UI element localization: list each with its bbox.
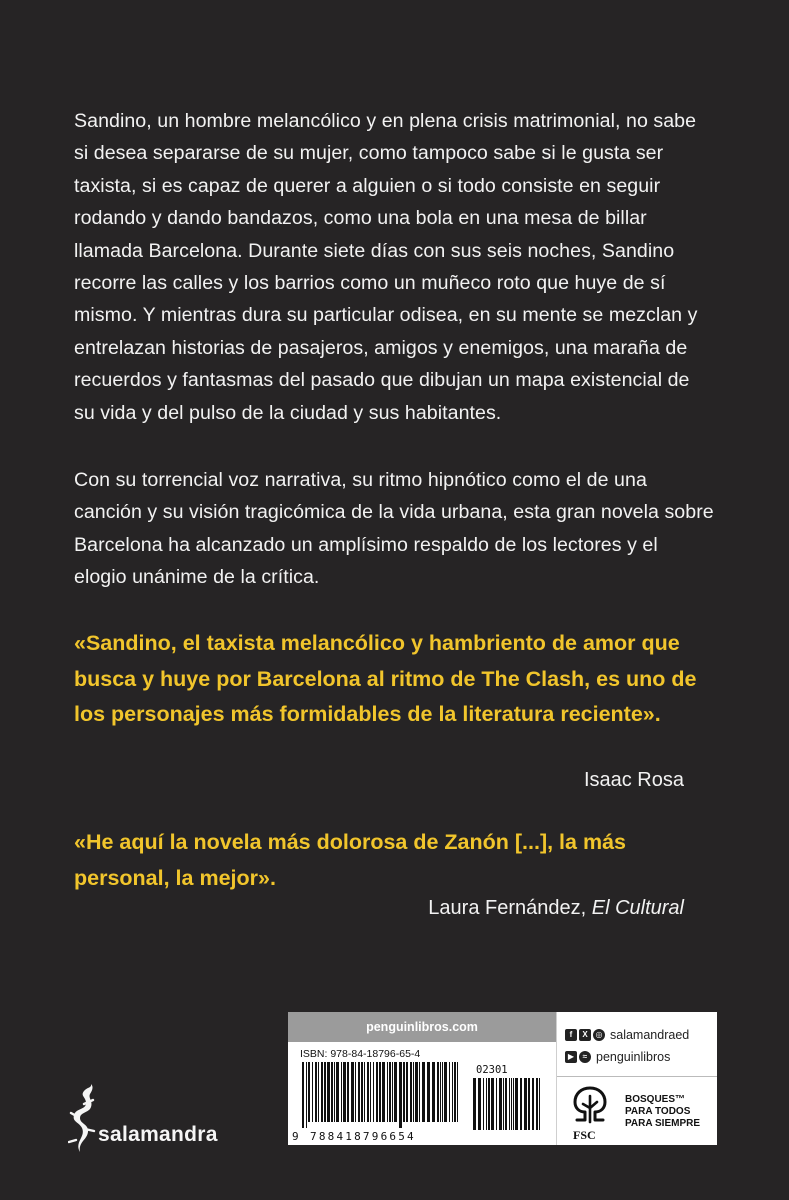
- barcode-bar: [528, 1078, 530, 1130]
- quote-author-2: [428, 894, 684, 922]
- barcode-bar: [327, 1062, 330, 1122]
- barcode-bar: [520, 1078, 522, 1130]
- barcode-bar: [315, 1062, 317, 1122]
- review-quote-1: «Sandino, el taxista melancólico y hambriento de amor que busca y huye por Barcelona al ritmo de The Clash, es uno de los personajes más formidables de la literatura reciente».: [74, 631, 697, 726]
- barcode-bar: [387, 1062, 388, 1122]
- barcode-bar: [457, 1062, 458, 1122]
- barcode-bar: [437, 1062, 439, 1122]
- barcode-bar: [370, 1062, 371, 1122]
- quote-author-1: Isaac Rosa: [583, 769, 684, 791]
- barcode-bar: [539, 1078, 540, 1130]
- social-row-1: [565, 1026, 689, 1044]
- barcode-bar: [361, 1062, 363, 1122]
- barcode-bar: [449, 1062, 450, 1122]
- barcode-bar: [318, 1062, 319, 1122]
- instagram-icon: ◎: [593, 1029, 605, 1041]
- barcode-bar: [454, 1062, 456, 1122]
- spotify-icon: ≈: [579, 1051, 591, 1063]
- salamander-icon: [68, 1082, 102, 1154]
- fsc-slogan: [625, 1094, 700, 1130]
- barcode-bar: [379, 1062, 381, 1122]
- barcode-bar: [306, 1062, 307, 1128]
- social-row-2: [565, 1048, 670, 1066]
- barcode-bar: [452, 1062, 453, 1122]
- barcode-bar: [302, 1062, 304, 1128]
- barcode-bar: [524, 1078, 527, 1130]
- barcode-bar: [486, 1078, 487, 1130]
- fsc-slogan-line-2: PARA TODOS: [625, 1106, 691, 1117]
- facebook-icon: f: [565, 1029, 577, 1041]
- barcode-bar: [532, 1078, 534, 1130]
- barcode-bar: [382, 1062, 385, 1122]
- barcode-bar: [419, 1062, 420, 1122]
- barcode-addon-bars: [473, 1078, 543, 1140]
- barcode-bar: [432, 1062, 435, 1122]
- barcode-bar: [364, 1062, 365, 1122]
- barcode-bar: [503, 1078, 504, 1130]
- barcode-addon-number: 02301: [476, 1064, 508, 1076]
- barcode-bar: [351, 1062, 354, 1122]
- barcode-bar: [308, 1062, 310, 1122]
- barcode-bar: [373, 1062, 374, 1122]
- barcode-bar: [321, 1062, 323, 1122]
- panel-divider: [557, 1076, 717, 1077]
- barcode-bar: [343, 1062, 346, 1122]
- barcode-bar: [444, 1062, 447, 1122]
- isbn-label: ISBN: 978-84-18796-65-4: [300, 1048, 421, 1060]
- social-fsc-panel: [556, 1012, 717, 1145]
- barcode-bar: [488, 1078, 490, 1130]
- barcode-bar: [341, 1062, 342, 1122]
- barcode-bars: [302, 1062, 462, 1128]
- fsc-label: FSC: [573, 1128, 596, 1142]
- barcode-bar: [483, 1078, 484, 1130]
- barcode-bar: [334, 1062, 335, 1122]
- fsc-slogan-line-3: PARA SIEMPRE: [625, 1118, 701, 1129]
- barcode-bar: [403, 1062, 405, 1122]
- barcode-bar: [505, 1078, 507, 1130]
- publisher-logo: [68, 1082, 238, 1152]
- barcode-bar: [499, 1078, 502, 1130]
- barcode-bar: [442, 1062, 443, 1122]
- youtube-icon: ▶: [565, 1051, 577, 1063]
- barcode-bar: [394, 1062, 397, 1122]
- barcode-bar: [491, 1078, 494, 1130]
- barcode-bar: [367, 1062, 369, 1122]
- synopsis-paragraph-2: Con su torrencial voz narrativa, su ritmo hipnótico como el de una canción y su visión tragicómica de la vida urbana, esta gran novela sobre Barcelona ha alcanzado un amplísimo respaldo de los lectores y el elogio unánime de la crítica.: [74, 469, 714, 589]
- quote-author-2-name: Laura Fernández,: [428, 897, 592, 919]
- barcode-bar: [413, 1062, 414, 1122]
- barcode-bar: [392, 1062, 393, 1122]
- fsc-slogan-line-1: BOSQUES™: [625, 1094, 686, 1105]
- barcode-bar: [358, 1062, 360, 1122]
- barcode-bar: [355, 1062, 356, 1122]
- barcode-bar: [422, 1062, 425, 1122]
- barcode-bar: [312, 1062, 313, 1122]
- barcode-bar: [376, 1062, 378, 1122]
- barcode-bar: [410, 1062, 412, 1122]
- quote-source-2: El Cultural: [591, 897, 684, 919]
- fsc-tree-icon: [569, 1084, 611, 1128]
- barcode-bar: [324, 1062, 326, 1122]
- barcode-bar: [509, 1078, 510, 1130]
- barcode-bar: [515, 1078, 518, 1130]
- synopsis-paragraph-1: Sandino, un hombre melancólico y en plena crisis matrimonial, no sabe si desea separarse de su mujer, como tampoco sabe si le gusta ser taxista, si es capaz de querer a alguien o si todo consiste en seguir rodando y dando bandazos, como una bola en una mesa de billar llamada Barcelona. Durante siete días con sus seis noches, Sandino recorre las calles y los barrios como un muñeco roto que huye de sí mismo. Y mientras dura su particular odisea, en su mente se mezclan y entrelazan historias de pasajeros, amigos y enemigos, una maraña de recuerdos y fantasmas del pasado que dibujan un mapa existencial de su vida y del pulso de la ciudad y sus habitantes.: [74, 110, 698, 424]
- review-quote-2: «He aquí la novela más dolorosa de Zanón [...], la más personal, la mejor».: [74, 830, 626, 890]
- barcode-bar: [389, 1062, 391, 1122]
- barcode-first-digit: 9: [292, 1130, 299, 1143]
- barcode-bar: [427, 1062, 430, 1122]
- social-handle-1: salamandraed: [610, 1028, 690, 1042]
- barcode-bar: [511, 1078, 512, 1130]
- barcode-bar: [331, 1062, 333, 1122]
- barcode-bar: [496, 1078, 497, 1130]
- barcode-bar: [440, 1062, 441, 1122]
- barcode-bar: [399, 1062, 402, 1128]
- barcode-bar: [513, 1078, 514, 1130]
- publisher-name: salamandra: [98, 1123, 218, 1146]
- barcode-bar: [336, 1062, 339, 1122]
- barcode-bar: [536, 1078, 538, 1130]
- barcode-bar: [406, 1062, 408, 1122]
- website-label: penguinlibros.com: [288, 1012, 556, 1042]
- barcode-panel: [288, 1012, 556, 1145]
- barcode-bar: [347, 1062, 349, 1122]
- social-handle-2: penguinlibros: [596, 1050, 671, 1064]
- x-icon: X: [579, 1029, 591, 1041]
- barcode-bar: [473, 1078, 476, 1130]
- barcode-digits: 788418796654: [310, 1130, 416, 1143]
- barcode-bar: [478, 1078, 481, 1130]
- barcode-bar: [415, 1062, 418, 1122]
